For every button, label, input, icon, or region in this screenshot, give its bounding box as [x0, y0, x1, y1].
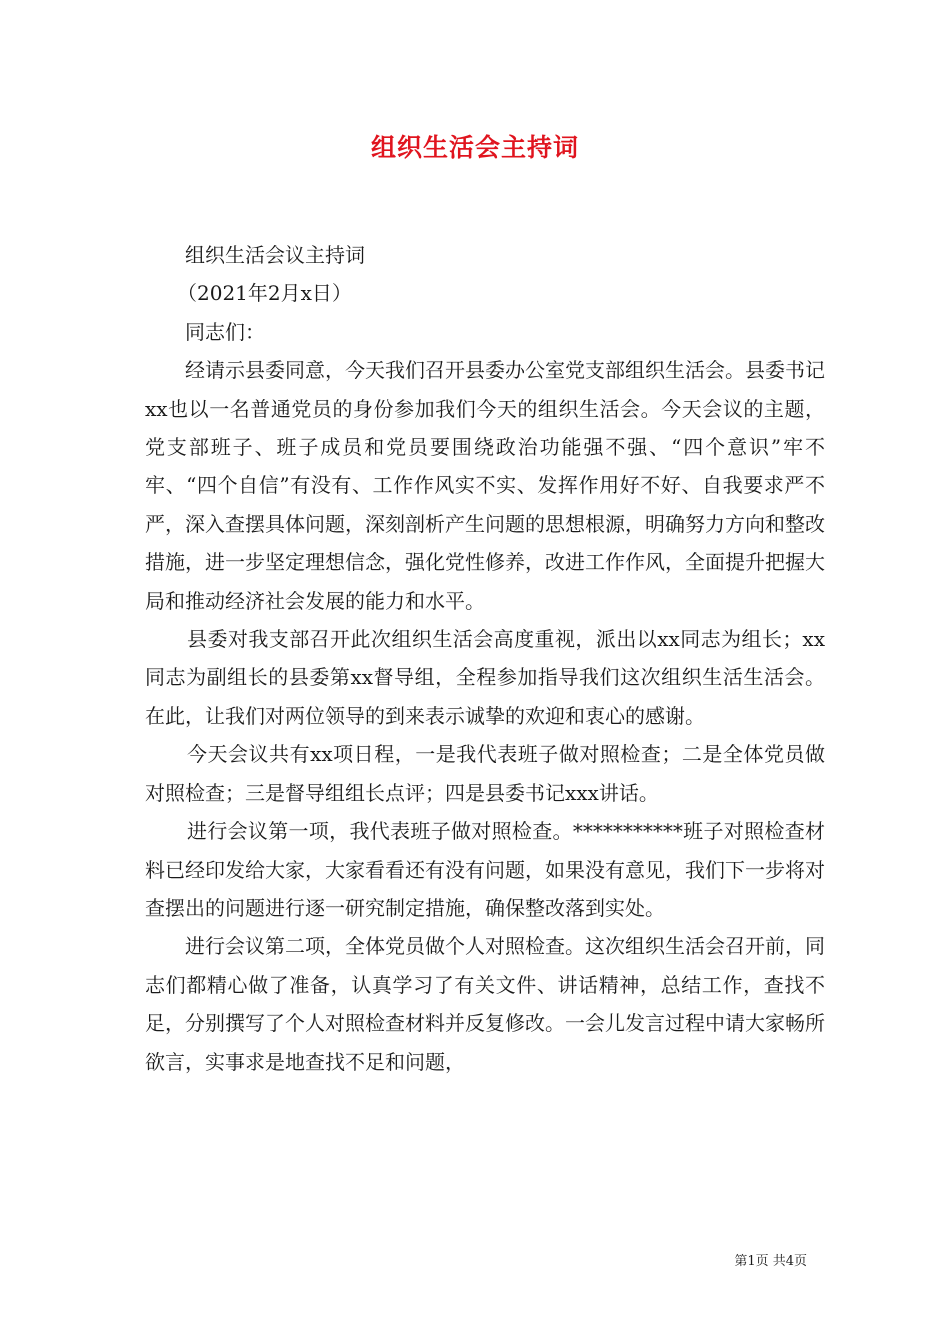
- body-paragraph: 进行会议第一项，我代表班子做对照检查。***********班子对照检查材料已经印发给大家，大家看看还有没有问题，如果没有意见，我们下一步将对查摆出的问题进行逐一研究制定措施，确保整改落到实处。: [145, 819, 825, 920]
- page-number: 第1页 共4页: [734, 1254, 807, 1269]
- body-paragraph: 县委对我支部召开此次组织生活会高度重视，派出以xx同志为组长；xx同志为副组长的县委第xx督导组，全程参加指导我们这次组织生活生活会。在此，让我们对两位领导的到来表示诚挚的欢迎和衷心的感谢。: [145, 627, 825, 728]
- document-body: [145, 236, 825, 1081]
- salutation-paragraph: 同志们：: [185, 319, 265, 344]
- body-paragraph: 进行会议第二项，全体党员做个人对照检查。这次组织生活会召开前，同志们都精心做了准备，认真学习了有关文件、讲话精神，总结工作，查找不足，分别撰写了个人对照检查材料并反复修改。一会儿发言过程中请大家畅所欲言，实事求是地查找不足和问题，: [145, 934, 825, 1074]
- body-paragraph: 经请示县委同意，今天我们召开县委办公室党支部组织生活会。县委书记xx也以一名普通党员的身份参加我们今天的组织生活会。今天会议的主题，党支部班子、班子成员和党员要围绕政治功能强不强、“四个意识”牢不牢、“四个自信”有没有、工作作风实不实、发挥作用好不好、自我要求严不严，深入查摆具体问题，深刻剖析产生问题的思想根源，明确努力方向和整改措施，进一步坚定理想信念，强化党性修养，改进工作作风，全面提升把握大局和推动经济社会发展的能力和水平。: [145, 358, 825, 613]
- body-paragraph: 今天会议共有xx项日程，一是我代表班子做对照检查；二是全体党员做对照检查；三是督导组组长点评；四是县委书记xxx讲话。: [145, 742, 825, 805]
- date-paragraph: （2021年2月x日）: [177, 281, 352, 306]
- subtitle-paragraph: 组织生活会议主持词: [185, 243, 365, 267]
- document-title: 组织生活会主持词: [370, 133, 579, 162]
